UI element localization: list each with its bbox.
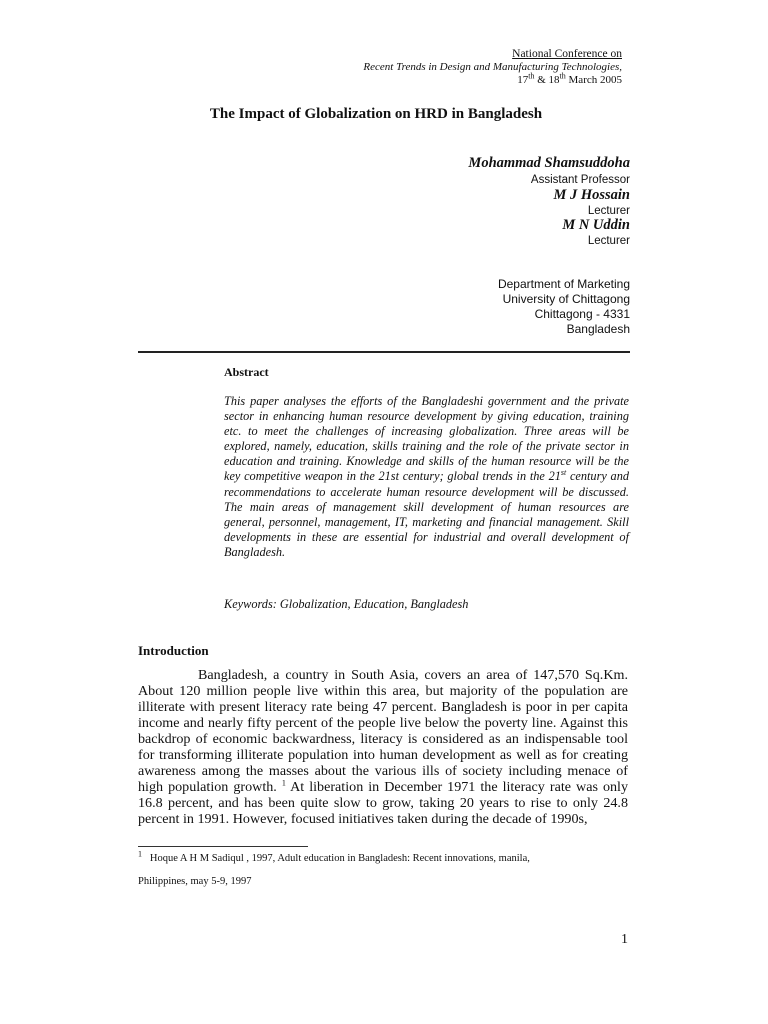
header-divider xyxy=(138,351,630,353)
keywords: Keywords: Globalization, Education, Bangladesh xyxy=(224,597,469,611)
conference-dates: 17th & 18th March 2005 xyxy=(517,71,622,86)
footnote-marker: 1 xyxy=(138,849,142,859)
author-role: Lecturer xyxy=(587,235,630,247)
affiliation-address xyxy=(498,277,630,337)
paper-title: The Impact of Globalization on HRD in Bangladesh xyxy=(209,106,543,122)
author-name: M N Uddin xyxy=(562,217,630,233)
footnote-reference[interactable]: 1 xyxy=(281,778,286,788)
abstract-heading: Abstract xyxy=(224,365,269,379)
abstract-text: This paper analyses the efforts of the Bangladeshi government and the private sector in enhancing human resource development by giving education, training etc. to meet the challenges of increasing globalization. Three areas will be explored, namely, education, skills training and the role of the private sector in education and training. Knowledge and skills of the human resource will be the key competitive weapon in the 21st century; global trends in the 21st century and recommendations to accelerate human resource development will be discussed. The main areas of management skill development of human resources are general, personnel, management, IT, marketing and financial management. Skill developments in these are essential for industrial and overall development of Bangladesh. xyxy=(224,394,629,559)
author-role: Assistant Professor xyxy=(530,174,630,186)
footnote-divider xyxy=(138,846,308,847)
author-name: M J Hossain xyxy=(553,187,630,203)
author-role: Lecturer xyxy=(587,205,630,217)
page-number: 1 xyxy=(621,932,628,947)
country: Bangladesh xyxy=(566,322,630,336)
author-name: Mohammad Shamsuddoha xyxy=(468,155,630,171)
introduction-heading: Introduction xyxy=(138,643,209,658)
university: University of Chittagong xyxy=(502,292,630,306)
conference-theme: Recent Trends in Design and Manufacturing Technologies, xyxy=(363,61,622,73)
department: Department of Marketing xyxy=(497,277,630,291)
city: Chittagong - 4331 xyxy=(534,307,630,321)
introduction-text: Bangladesh, a country in South Asia, covers an area of 147,570 Sq.Km. About 120 million people live within this area, but majority of the population are illiterate with present literacy rate being 47 percent. Bangladesh is poor in per capita income and nearly fifty percent of the people live below the poverty line. Against this backdrop of economic backwardness, literacy is considered as an indispensable tool for transforming illiterate population into human development as well as for creating awareness among the masses about the various ills of society including menace of high population growth. $^1$ At liberation in December 1971 the literacy rate was only 16.8 percent, and has been quite slow to grow, taking 20 years to rise to only 24.8 percent in 1991. However, focused initiatives taken during the decade of 1990s, xyxy=(138,667,629,827)
footnote: $^1$ Hoque A H M Sadiqul , 1997, Adult education in Bangladesh: Recent innovations, manila, Philippines, may 5-9, 1997 xyxy=(138,849,530,887)
conference-name: National Conference on xyxy=(512,48,622,60)
